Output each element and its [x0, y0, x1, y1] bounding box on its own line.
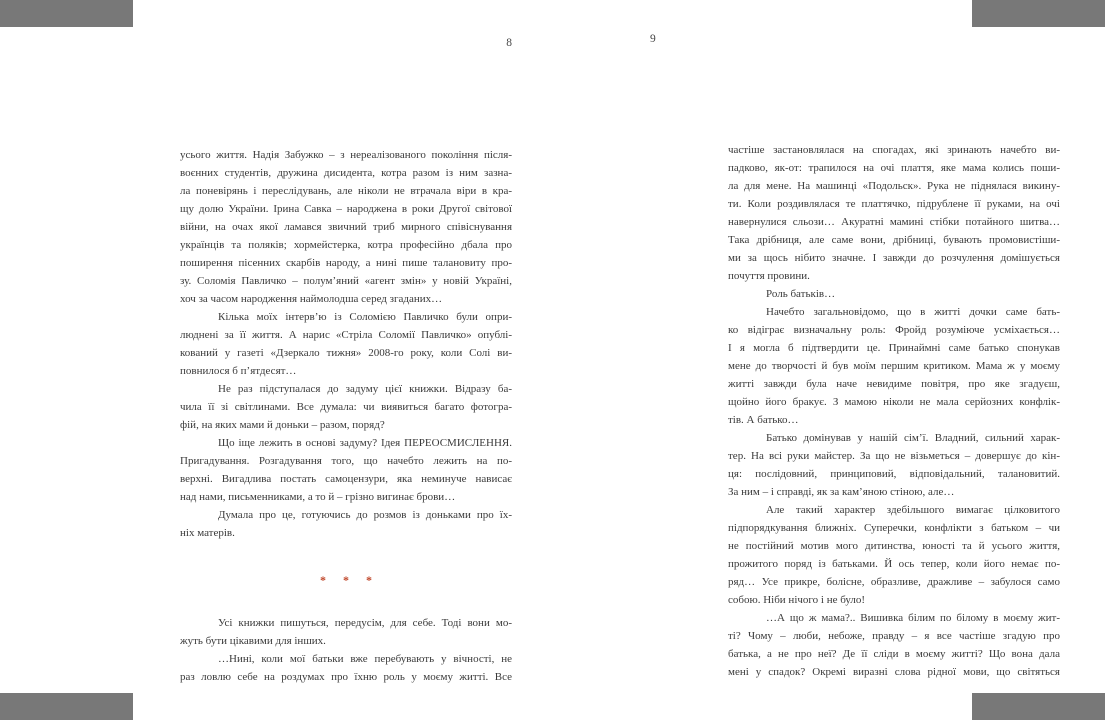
text-line: щойно його бракує. З мамою ніколи не мала серйозних конфлік- — [728, 396, 1060, 408]
text-line: ла поневірянь і переслідувань, але ніколи не втрачала віри в кра- — [180, 185, 512, 197]
text-line: …А що ж мама?.. Вишивка білим по білому в моєму жит- — [766, 612, 1060, 624]
text-line: Така дрібниця, але саме вони, дрібниці, бувають промовистіши- — [728, 234, 1060, 246]
text-line: верхні. Вигадлива постать самоцензури, яка неминуче нависає — [180, 473, 512, 485]
text-line: частіше застановлялася на спогадах, які зринають начебто ви- — [728, 144, 1060, 156]
text-line: підпорядкування ближніх. Суперечки, конфлікти з батьком – чи — [728, 522, 1060, 534]
text-line: ряд… Усе прикре, болісне, образливе, дражливе – забулося само — [728, 576, 1060, 588]
text-line: поширення пісенних скарбів народу, а нині пише талановиту про- — [180, 257, 512, 269]
text-line: Усі книжки пишуться, передусім, для себе. Тоді вони мо- — [218, 617, 512, 629]
text-line: кований у газеті «Дзеркало тижня» 2008-го року, коли Солі ви- — [180, 347, 512, 359]
text-line: українців та поляків; хормейстерка, котра професійно дбала про — [180, 239, 512, 251]
page-number-left: 8 — [506, 37, 512, 49]
text-line: Що іще лежить в основі задуму? Ідея ПЕРЕОСМИСЛЕННЯ. — [218, 437, 512, 449]
backdrop-corner-bottom-right — [972, 693, 1105, 720]
text-line: воєнних студентів, дружина дисидента, котра разом із ним зазна- — [180, 167, 512, 179]
text-line: навернулися сльози… Акуратні мамині стібки потайного шитва… — [728, 216, 1060, 228]
text-line: прожитого поряд із батьками. Й ось тепер, коли його немає по- — [728, 558, 1060, 570]
text-line: ми за щось нібито значне. І завжди до розчулення домішується — [728, 252, 1060, 264]
text-line: над нами, письменниками, а то й – грізно вигинає брови… — [180, 491, 456, 503]
text-line: Кілька моїх інтерв’ю із Соломією Павличко були опри- — [218, 311, 512, 323]
text-line: Думала про це, готуючись до розмов із доньками про їх- — [218, 509, 512, 521]
backdrop-corner-top-left — [0, 0, 133, 27]
text-line: Роль батьків… — [766, 288, 836, 300]
section-separator: * * * — [320, 573, 379, 587]
text-line: мене до творчості й був моїм першим критиком. Мама ж у моєму — [728, 360, 1060, 372]
text-line: чила її зі світлинами. Все думала: чи виявиться багато фотогра- — [180, 401, 512, 413]
text-line: жуть бути цікавими для інших. — [180, 635, 326, 647]
text-line: ко відіграє визначальну роль: Фройд розуміюче усміхається… — [728, 324, 1060, 336]
text-line: За ним – і справді, як за кам’яною стіною, але… — [728, 486, 955, 498]
text-line: хоч за часом народження наймолодша серед згаданих… — [180, 293, 443, 305]
backdrop-corner-bottom-left — [0, 693, 133, 720]
right-page-text — [728, 141, 1060, 681]
text-line: Начебто загальновідомо, що в житті дочки саме бать- — [766, 306, 1060, 318]
text-line: зу. Соломія Павличко – полум’яний «агент змін» у новій Україні, — [180, 275, 512, 287]
text-line: житті завжди була наче невидиме повітря, про яке згадуєш, — [728, 378, 1060, 390]
text-line: тів. А батько… — [728, 414, 799, 426]
text-line: ті? Чому – люби, небоже, правду – я все частіше згадую про — [728, 630, 1060, 642]
left-page-text — [180, 146, 512, 686]
text-line: почуття провини. — [728, 270, 810, 282]
text-line: фій, на яких мами й доньки – разом, поряд? — [180, 419, 385, 431]
text-line: собою. Ніби нічого і не було! — [728, 594, 866, 606]
text-line: …Нині, коли мої батьки вже перебувають у вічності, не — [218, 653, 512, 665]
backdrop-corner-top-right — [972, 0, 1105, 27]
text-line: Батько домінував у нашій сім’ї. Владний, сильний харак- — [766, 432, 1060, 444]
text-line: І я могла б підтвердити це. Принаймні саме батько спонукав — [728, 342, 1060, 354]
text-line: батька, а не про неї? Де її сліди в моєму житті? Що вона дала — [728, 648, 1060, 660]
text-line: люднені за її життя. А нарис «Стріла Соломії Павличко» опублі- — [180, 329, 512, 341]
text-line: раз ловлю себе на роздумах про їхню роль у моєму житті. Все — [180, 671, 512, 683]
text-line: мені у спадок? Окремі виразні слова рідної мови, що світяться — [728, 666, 1060, 678]
text-line: тер. На всі руки майстер. За що не візьметься – довершує до кін- — [728, 450, 1060, 462]
text-line: повнилося б п’ятдесят… — [180, 365, 297, 377]
text-line: ти. Коли роздивлялася те платтячко, підрублене її руками, на очі — [728, 198, 1060, 210]
page-number-right: 9 — [650, 33, 656, 45]
text-line: щу долю України. Ірина Савка – народжена в роки Другої світової — [180, 203, 512, 215]
text-line: не постійний мотив мого дитинства, юності та й усього життя, — [728, 540, 1060, 552]
text-line: ла для мене. На машинці «Подольск». Рука не піднялася викину- — [728, 180, 1060, 192]
text-line: падково, як-от: трапилося на очі плаття, яке мама колись поши- — [728, 162, 1060, 174]
text-line: війни, на очах якої ламався звичний триб мирного співіснування — [180, 221, 512, 233]
text-line: ця: послідовний, принциповий, відповідальний, талановитий. — [728, 468, 1060, 480]
text-line: Але такий характер здебільшого вимагає цілковитого — [766, 504, 1060, 516]
text-line: Пригадування. Розгадування того, що начебто лежить на по- — [180, 455, 512, 467]
text-line: Не раз підступалася до задуму цієї книжки. Відразу ба- — [218, 383, 512, 395]
text-line: усього життя. Надія Забужко – з нереалізованого покоління після- — [180, 149, 512, 161]
text-line: ніх матерів. — [180, 527, 235, 539]
